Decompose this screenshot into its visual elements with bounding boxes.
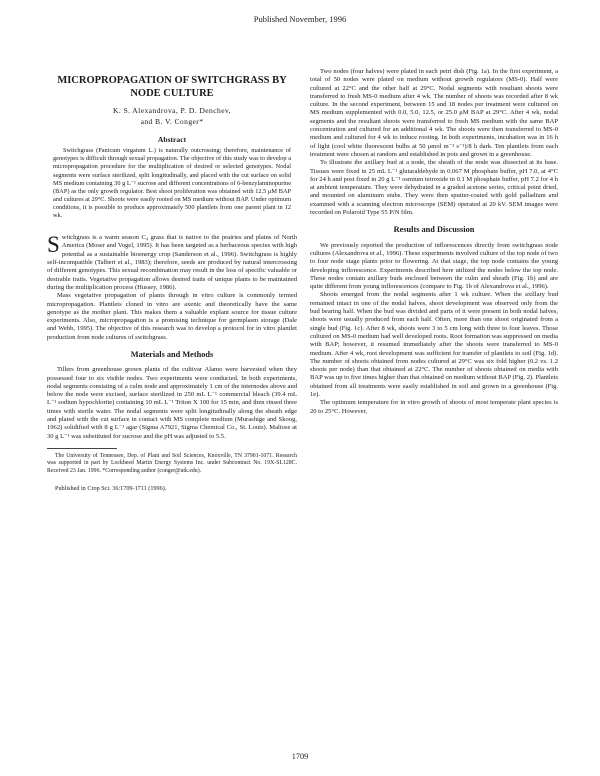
publication-date: Published November, 1996	[253, 14, 347, 24]
left-column	[47, 68, 297, 493]
abstract	[53, 147, 291, 220]
abstract-text: Switchgrass (Panicum virgatum L.) is naturally outcrossing; therefore, maintenance of genotypes is difficult through sexual propagation. The objective of this study was to develop a micropropagation procedure for the multiplication of desired or selected genotypes. Nodal segments were surface sterilized, split longitudinally, and placed with the cut surface on solid MS medium containing 30 g L⁻¹ sucrose and different concentrations of 6-benzylaminopurine (BAP) as the only growth regulator. Best shoot proliferation was obtained with 12.5 μM BAP and cultures at 29°C. Shoots were easily rooted on MS medium without BAP. Under optimum conditions, it is possible to produce approximately 500 plantlets from one parent plant in 12 wk.	[53, 147, 291, 220]
right-column	[310, 68, 558, 416]
results-heading: Results and Discussion	[393, 225, 475, 235]
footnote-divider	[47, 448, 117, 449]
results-paragraph-2: Shoots emerged from the nodal segments after 1 wk culture. When the axillary bud remained intact in one of the nodal halves, shoot development was observed only from the bud bearing half. When the bud was divided and parts of it were present in both nodal halves, shoots were usually produced from each half. Often, more than one shoot originated from a single bud (Fig. 1c). After 8 wk, shoots were 3 to 5 cm long with three to four leaves. Those cultured on MS-0 medium had well developed roots. Root formation was suppressed on media with BAP; however, it resumed immediately after the shoots were transferred to MS-0 medium. After 4 wk, root development was sufficient for transfer of plantlets to soil (Fig. 1d). The number of shoots obtained from nodes cultured at 29°C was six fold higher (0.2 vs. 1.2 shoots per node) than that obtained at 22°C. The number of shoots obtained on media with BAP was up to five times higher than that obtained on medium without BAP (Fig. 2). Plantlets obtained from all treatments were easily established in soil and grown in a greenhouse (Fig. 1e).	[310, 291, 559, 398]
methods-paragraph-3: To illustrate the axillary bud at a node, the sheath of the node was dissected at its base. Tissues were fixed in 25 mL L⁻¹ glutaraldehyde in 0.067 M phosphate buffer, pH 7.0, at 4°C for 24 h and post fixed in 20 g L⁻¹ osmium tetroxide in 0.1 M phosphate buffer, pH 7.2 for 4 h at ambient temperature. They were dehydrated in a graded acetone series, critical point dried, and mounted on aluminum stubs. They were then sputter-coated with gold palladium and examined with a scanning electron microscope (SEM) operated at 20 kV. SEM images were recorded on Polaroid Type 55 P/N film.	[310, 159, 558, 217]
intro-paragraph-2: Mass vegetative propagation of plants through in vitro culture is commonly termed micropropagation. Plantlets cloned in vitro are axenic and theoretically have the same genotype as the mother plant. This makes them a valuable explant source for tissue culture experiments. Also, micropropagation is a promising technique for germplasm storage (Dale and Webb, 1995). The objective of this research was to develop a protocol for in vitro plantlet production from node cultures of switchgrass.	[47, 292, 297, 341]
article-title: MICROPROPAGATION OF SWITCHGRASS BY NODE CULTURE	[57, 75, 287, 99]
methods-heading: Materials and Methods	[130, 350, 214, 359]
results-paragraph-1: We previously reported the production of inflorescences directly from switchgrass node cultures (Alexandrova et al., 1996). These experiments involved culture of the top node of two to four node stage plants prior to flowering. At that stage, the top node contains the young developing inflorescence. Experiments described here utilized the nodes below the top node. These nodes contain axillary buds enclosed between the culm and sheath (Fig. 1b) and are quite different from young inflorescences (compare to Fig. 1b of Alexandrova et al., 1996).	[310, 241, 558, 291]
citation: Published in Crop Sci. 36:1709-1711 (1996).	[55, 484, 167, 492]
methods-paragraph-1: Tillers from greenhouse grown plants of the cultivar Alamo were harvested when they possessed four to six visible nodes. Two experiments were conducted. In both experiments, nodal segments consisting of a culm node and approximately 1 cm of the internodes above and below the node were excised, surface sterilized in 250 mL L⁻¹ commercial bleach (39.4 mL L⁻¹ sodium hypochlorite) containing 10 mL L⁻¹ Triton X 100 for 15 min, and then rinsed three times with sterile water. The nodal segments were split longitudinally along the sheath edge and plated with the cut surface in contact with MS complete medium (Murashige and Skoog, 1962) solidified with 8 g L⁻¹ agar (Sigma A7921, Sigma Chemical Co., St. Louis). Maltose at 30 g L⁻¹ was substituted for sucrose and the pH was adjusted to 5.5.	[47, 366, 297, 440]
affiliation-footnote: The University of Tennessee, Dep. of Plant and Soil Sciences, Knoxville, TN 37901-1071. Research was supported in part by Lockheed Martin Energy Systems Inc. under Subcontract No. 19X-SL128C. Received 23 Jan. 1996. *Corresponding author (conger@utk.edu).	[47, 452, 297, 474]
author-line-1: K. S. Alexandrova, P. D. Denchev,	[113, 106, 231, 115]
intro-paragraph-1	[47, 234, 297, 292]
methods-paragraph-2: Two nodes (four halves) were plated in each petri dish (Fig. 1a). In the first experiment, a total of 50 nodes were plated on medium without growth regulators (MS-0). Half were cultured at 22°C and the other half at 29°C. Nodal segments with resultant shoots were transferred to fresh MS-0 medium after 4 wk. The number of shoots was recorded after 8 wk culture. In the second experiment, between 15 and 18 nodes per treatment were cultured on MS medium supplemented with 0.0, 5.0, 12.5, or 25.0 μM BAP at 29°C. After 4 wk, nodal segments and the resultant shoots were transferred to fresh MS medium with the same BAP concentration and cultured for an additional 4 wk. The shoots were then transferred to MS-0 medium and cultured for 4 wk to induce rooting. In both experiments, incubation was in 16 h of light (cool white fluorescent bulbs at 50 μmol m⁻² s⁻¹)/8 h dark. Ten plantlets from each treatment were chosen at random and established in pots and grown in a greenhouse.	[310, 68, 558, 158]
abstract-heading: Abstract	[157, 135, 187, 144]
results-paragraph-3: The optimum temperature for in vitro growth of shoots of most temperate plant species is 20 to 25°C. However,	[310, 399, 558, 415]
page-number: 1709	[291, 752, 309, 761]
intro-text: witchgrass is a warm season C₄ grass that is native to the prairies and plains of North America (Moser and Vogel, 1995). It has been targeted as a herbaceous species with high potential as a sustainable bioenergy crop (Sanderson et al., 1996). Switchgrass is highly self-incompatible (Talbert et al., 1983); therefore, seeds are produced by natural intercrossing of different genotypes. This sexual recombination may result in the loss of specific valuable or desirable traits. Vegetative propagation allows desired traits of unique plants to be maintained during the multiplication process (Hussey, 1986).	[47, 234, 297, 291]
author-line-2: and B. V. Conger*	[140, 117, 204, 126]
drop-cap: S	[47, 232, 60, 258]
footnote	[47, 453, 297, 475]
